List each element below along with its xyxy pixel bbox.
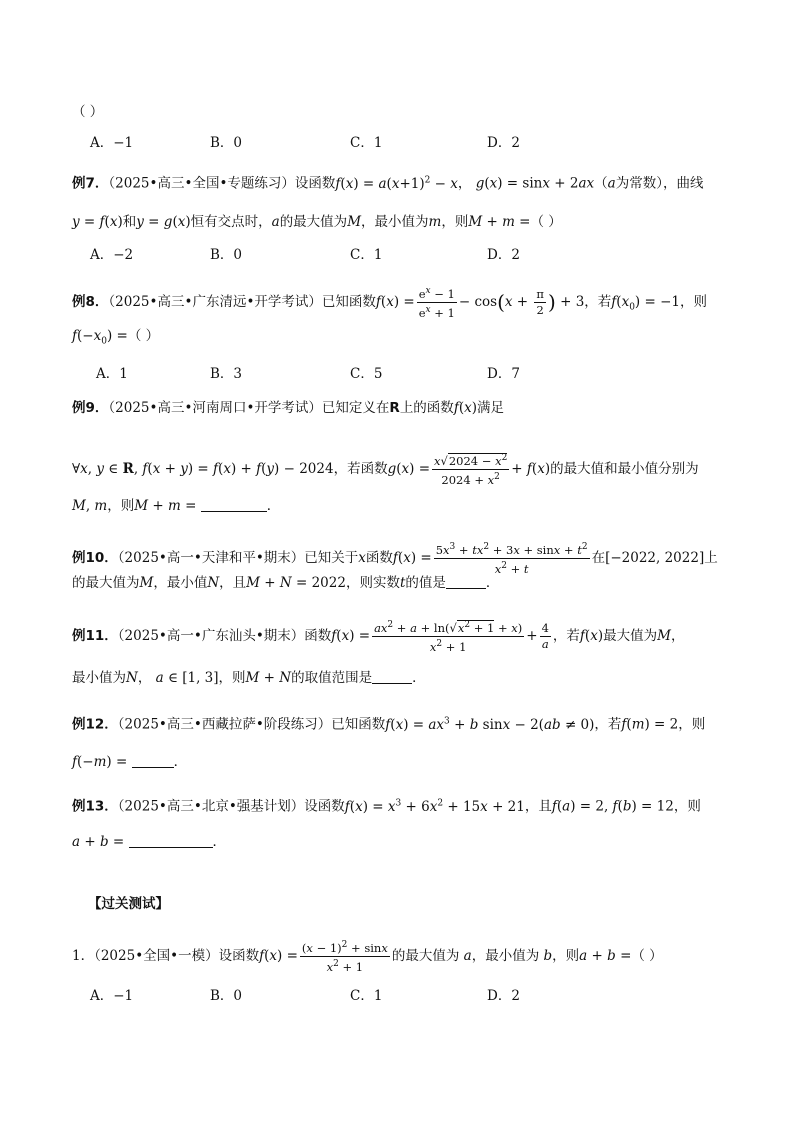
- answer-blank[interactable]: [132, 753, 174, 768]
- option-a: A．−1: [90, 135, 134, 151]
- example-7-options: [90, 245, 610, 265]
- example-source: （2025•高三•河南周口•开学考试）: [108, 400, 322, 416]
- option-c: C．1: [350, 988, 383, 1004]
- example-12-line-1: 例12．（2025•高三•西藏拉萨•阶段练习）已知函数$f(x) = ax^3 + b$ sinx − 2(ab ≠ 0)，若f(m) = 2，则: [72, 716, 706, 733]
- example-10-line-1: 例10．（2025•高一•天津和平•期末）已知关于x函数f(x) = $\frac{5x^3 + tx^2 + 3x + \sin x + t^2}{x^2 + t}$ 在[−2022, 2022]上: [72, 542, 718, 576]
- example-source: （2025•高三•全国•专题练习）: [108, 175, 295, 192]
- test-1-options: [90, 986, 610, 1006]
- question-number: 1．: [72, 947, 95, 964]
- test-1-line-1: 1．（2025•全国•一模）设函数f(x) = $\frac{(x - 1)^2 + \sin x}{x^2 + 1}$ 的最大值为 a，最小值为 b，则a + b =（ ）: [72, 940, 663, 974]
- example-source: （2025•高三•西藏拉萨•阶段练习）: [117, 716, 332, 733]
- question-source: （2025•全国•一模）: [94, 947, 219, 964]
- prev-question-options: [90, 133, 610, 153]
- option-a: A．1: [96, 366, 128, 382]
- answer-blank[interactable]: [129, 833, 213, 848]
- example-9-line-2: ∀x, y ∈ R, f(x + y) = f(x) + f(y) − 2024，若函数g(x) = $\frac{x√2024 - x^2}{2024 + x^2}$ + f(x)的最大值和最小值分别为: [72, 453, 699, 487]
- option-d: D．2: [487, 247, 520, 263]
- example-source: （2025•高一•广东汕头•期末）: [117, 627, 305, 644]
- option-c: C．5: [350, 366, 383, 382]
- option-a: A．−2: [90, 247, 134, 263]
- option-d: D．7: [487, 366, 520, 382]
- example-label: 例11．: [72, 627, 118, 644]
- example-8-options: [96, 364, 616, 384]
- option-d: D．2: [487, 135, 520, 151]
- option-c: C．1: [350, 135, 383, 151]
- answer-blank[interactable]: [201, 497, 267, 512]
- prev-question-paren: （ ）: [72, 104, 104, 120]
- example-label: 例7．: [72, 175, 109, 192]
- option-c: C．1: [350, 247, 383, 263]
- example-12-line-2: f(−m) = ．: [72, 754, 188, 770]
- option-b: B．0: [210, 135, 243, 151]
- example-source: （2025•高一•天津和平•期末）: [117, 549, 305, 566]
- example-source: （2025•高三•北京•强基计划）: [117, 798, 305, 815]
- example-label: 例12．: [72, 716, 118, 733]
- example-9-line-1: 例9．（2025•高三•河南周口•开学考试）已知定义在R上的函数f(x)满足: [72, 400, 504, 416]
- example-13-line-1: 例13．（2025•高三•北京•强基计划）设函数$f(x) = x^3 + 6x^2 + 15x + 21$，且f(a) = 2, f(b) = 12，则: [72, 798, 701, 815]
- example-7-line-1: 例7．（2025•高三•全国•专题练习）设函数$f(x) = a(x+1)^2 - x$， g(x) = sinx + 2ax（a为常数），曲线: [72, 175, 704, 192]
- fraction: $\frac{ax^2 + a + \ln(√x^2 + 1 + x)}{x^2 + 1}$: [374, 620, 523, 654]
- option-a: A．−1: [90, 988, 134, 1004]
- example-9-line-3: M, m，则M + m = ．: [72, 498, 281, 514]
- example-11-line-1: 例11．（2025•高一•广东汕头•期末）函数f(x) = $\frac{ax^2 + a + \ln(√x^2 + 1 + x)}{x^2 + 1}$ + $\frac{4}{a}$ ，若f(x)最大值为M，: [72, 620, 685, 654]
- answer-blank[interactable]: [446, 574, 486, 589]
- example-label: 例13．: [72, 798, 118, 815]
- option-b: B．0: [210, 988, 243, 1004]
- option-b: B．3: [210, 366, 243, 382]
- example-8-line-2: $f(-x_0)$ =（ ）: [72, 328, 160, 347]
- fraction: $\frac{e^x - 1}{e^x + 1}$: [418, 286, 455, 320]
- example-11-line-2: 最小值为N， a ∈ [1, 3]，则M + N的取值范围是 ．: [72, 670, 426, 686]
- example-label: 例10．: [72, 549, 118, 566]
- example-13-line-2: a + b = ．: [72, 834, 227, 850]
- example-source: （2025•高三•广东清远•开学考试）: [108, 293, 322, 310]
- fraction: $\frac{5x^3 + tx^2 + 3x + \sin x + t^2}{x^2 + t}$: [435, 542, 588, 576]
- option-b: B．0: [210, 247, 243, 263]
- fraction: $\frac{(x - 1)^2 + \sin x}{x^2 + 1}$: [301, 940, 388, 974]
- section-title: 【过关测试】: [88, 896, 169, 912]
- example-8-line-1: 例8．（2025•高三•广东清远•开学考试）已知函数f(x) = $\frac{e^x - 1}{e^x + 1}$ − cos(x + $\frac{\pi}{2}$ ) + 3，若$f(x_0) = -1$，则: [72, 286, 707, 320]
- example-7-line-2: y = f(x)和y = g(x)恒有交点时，a的最大值为M，最小值为m，则M + m =（ ）: [72, 214, 562, 230]
- answer-blank[interactable]: [372, 669, 412, 684]
- example-label: 例8．: [72, 293, 109, 310]
- example-10-line-2: 的最大值为M，最小值N，且M + N = 2022，则实数t的值是 ．: [72, 575, 500, 591]
- option-d: D．2: [487, 988, 520, 1004]
- fraction: $\frac{x√2024 - x^2}{2024 + x^2}$: [434, 453, 508, 487]
- example-label: 例9．: [72, 400, 109, 416]
